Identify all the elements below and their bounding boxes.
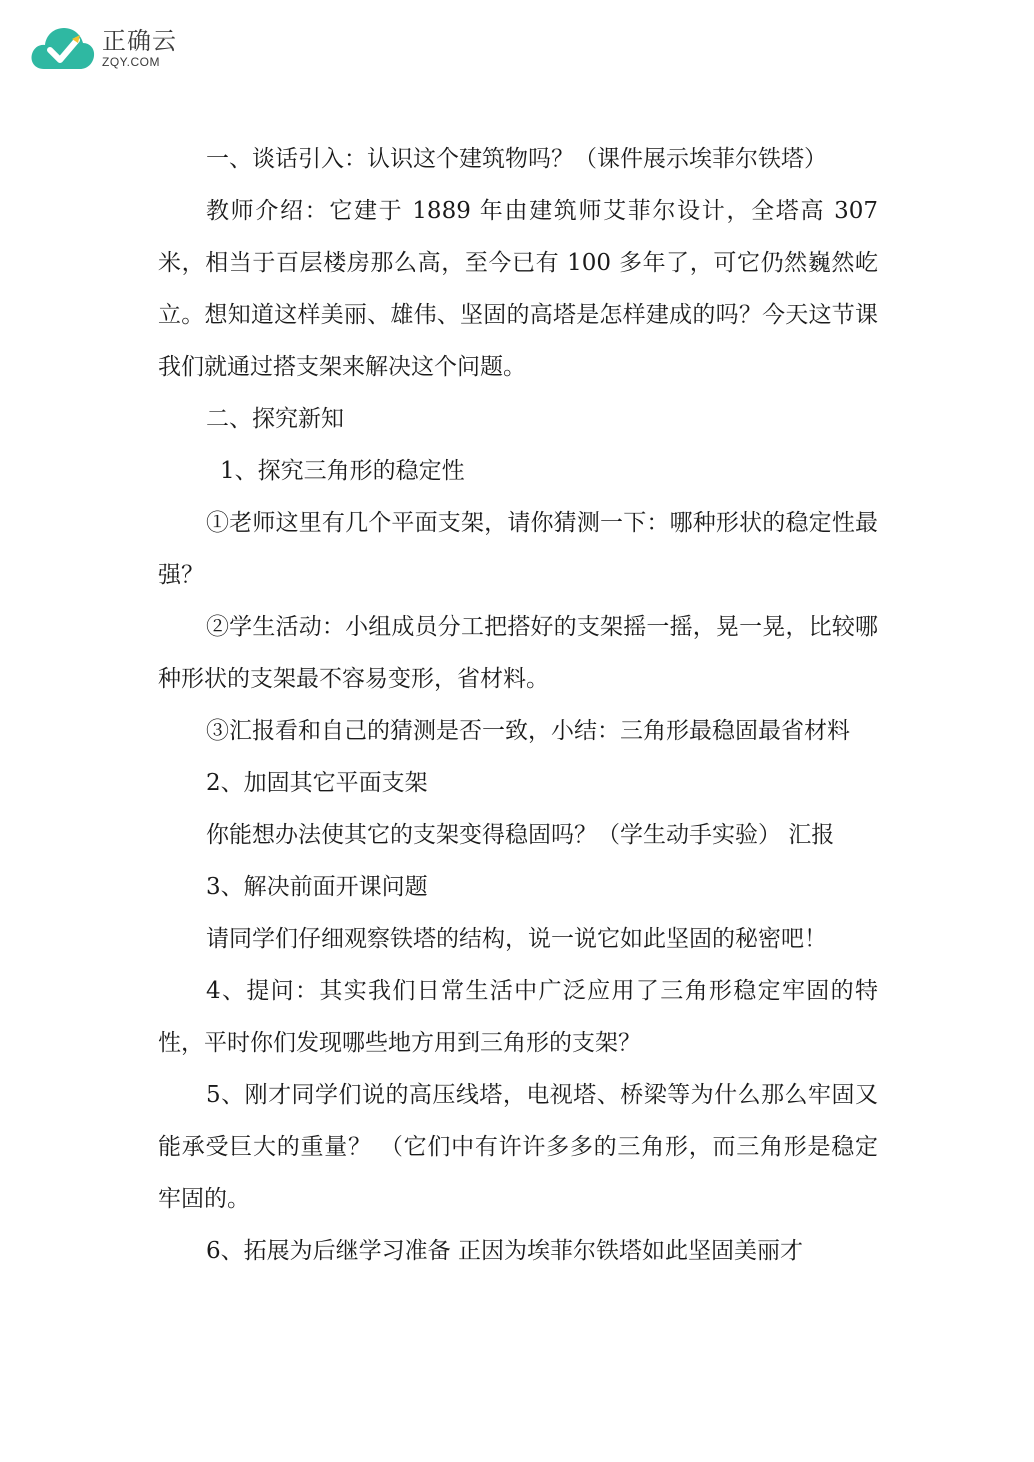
paragraph-question-4: 4、提问：其实我们日常生活中广泛应用了三角形稳定牢固的特性，平时你们发现哪些地方用到三角形的支架？ — [158, 978, 878, 1056]
paragraph-question-5: 5、刚才同学们说的高压线塔，电视塔、桥梁等为什么那么牢固又能承受巨大的重量？ （它们中有许许多多的三角形，而三角形是稳定牢固的。 — [158, 1082, 878, 1212]
paragraph-solve: 请同学们仔细观察铁塔的结构，说一说它如此坚固的秘密吧！ — [206, 926, 827, 952]
paragraph-extension-6: 6、拓展为后继学习准备 正因为埃菲尔铁塔如此坚固美丽才 — [206, 1238, 803, 1264]
section-heading-explore: 二、探究新知 — [206, 406, 344, 432]
paragraph-teacher-intro: 教师介绍：它建于 1889 年由建筑师艾菲尔设计，全塔高 307 米，相当于百层楼房那么高，至今已有 100 多年了，可它仍然巍然屹立。想知道这样美丽、雄伟、坚固的高塔是怎样建成的吗？今天这节课我们就通过搭支架来解决这个问题。 — [158, 198, 878, 380]
paragraph-step-3: ③汇报看和自己的猜测是否一致，小结：三角形最稳固最省材料 — [206, 718, 850, 744]
document-body — [158, 133, 878, 1277]
paragraph-step-1: ①老师这里有几个平面支架，请你猜测一下：哪种形状的稳定性最强？ — [158, 510, 878, 588]
brand-logo — [30, 22, 177, 74]
brand-name: 正确云 — [102, 26, 177, 55]
cloud-check-icon — [30, 23, 96, 73]
paragraph-reinforce: 你能想办法使其它的支架变得稳固吗？（学生动手实验） 汇报 — [206, 822, 835, 848]
brand-domain: ZQY.COM — [102, 54, 160, 69]
subheading-solve: 3、解决前面开课问题 — [206, 874, 428, 900]
subheading-reinforce: 2、加固其它平面支架 — [206, 770, 428, 796]
subheading-triangle-stability: 1、探究三角形的稳定性 — [220, 458, 465, 484]
paragraph-step-2: ②学生活动：小组成员分工把搭好的支架摇一摇，晃一晃，比较哪种形状的支架最不容易变形，省材料。 — [158, 614, 878, 692]
section-heading-intro: 一、谈话引入：认识这个建筑物吗？（课件展示埃菲尔铁塔） — [206, 146, 827, 172]
